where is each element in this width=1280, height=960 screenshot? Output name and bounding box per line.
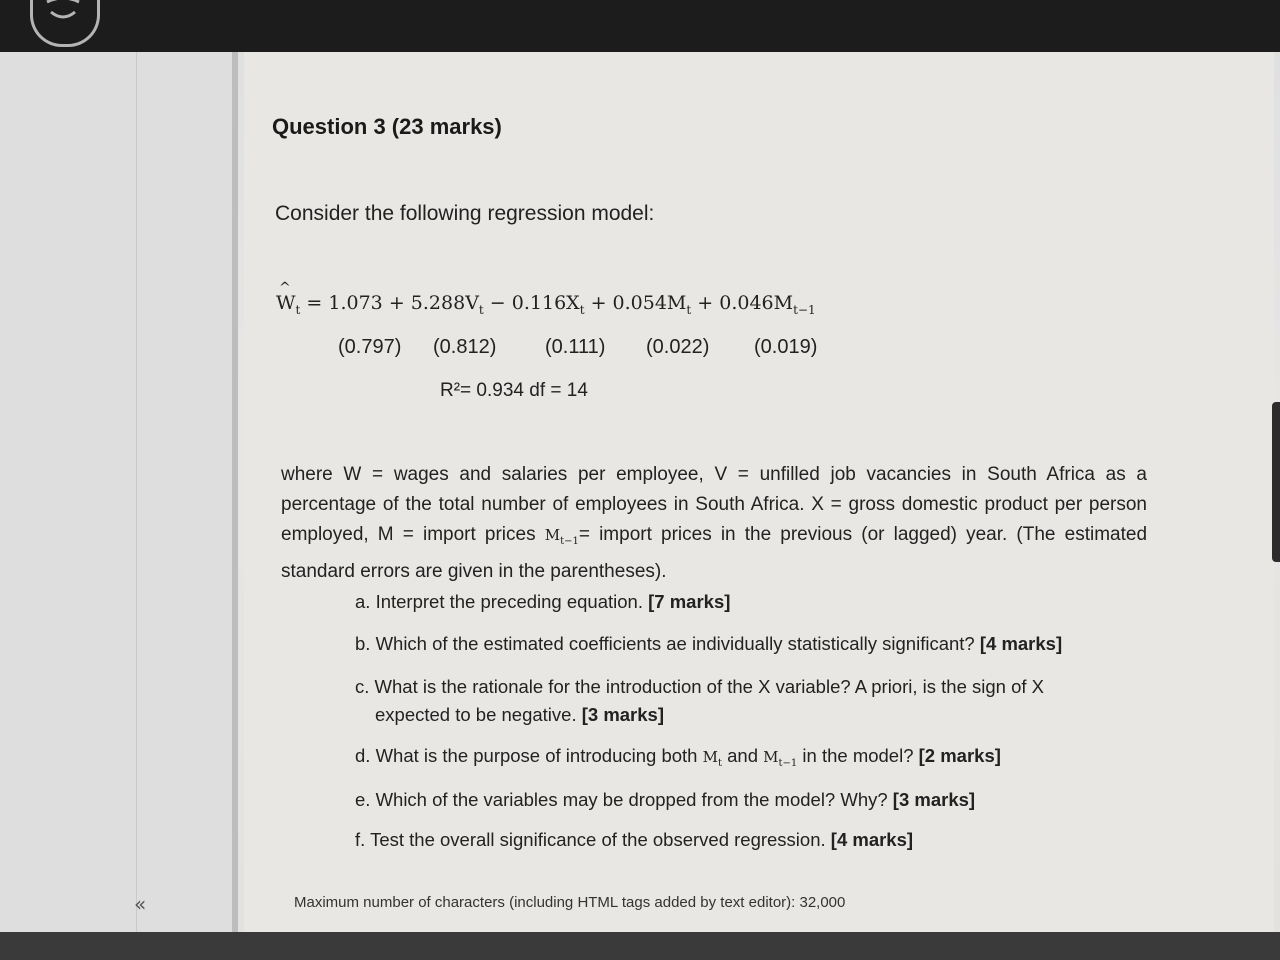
collapse-icon[interactable]: « (134, 892, 147, 916)
equation-x-term: $0.116X_t$ (511, 292, 585, 317)
panel-divider (136, 52, 137, 932)
question-item-e: e. Which of the variables may be dropped from the model? Why? [3 marks] (355, 789, 976, 810)
regression-stats: R²= 0.934 df = 14 (440, 380, 588, 401)
equation-v-term: $5.288V_t$ (410, 292, 484, 317)
se-m: (0.022) (646, 336, 710, 358)
question-item-c: c. What is the rationale for the introduction of the X variable? A priori, is the sign of X expected to be negative. [3 marks] (355, 676, 1044, 725)
regression-equation: ^ $W_t = 1.073 + 5.288V_t - 0.116X_t + 0.054M_t + 0.046M_{t-1}$ (276, 292, 816, 317)
se-mlag: (0.019) (754, 336, 818, 358)
question-intro: Consider the following regression model: (275, 202, 655, 225)
se-x: (0.111) (545, 336, 606, 358)
question-content (244, 52, 1274, 932)
question-item-a: a. Interpret the preceding equation. [7 marks] (355, 591, 731, 612)
question-item-f: f. Test the overall significance of the observed regression. [4 marks] (355, 829, 914, 850)
equation-mlag-term: $0.046M_{t-1}$ (719, 292, 816, 317)
question-item-d: d. What is the purpose of introducing both $M_t$ and $M_{t-1}$ in the model? [2 marks] (355, 745, 1001, 769)
se-constant: (0.797) (338, 336, 402, 358)
question-title: Question 3 (23 marks) (272, 114, 502, 139)
char-limit-note: Maximum number of characters (including HTML tags added by text editor): 32,000 (294, 894, 846, 911)
equation-lhs: ^ W (276, 292, 296, 314)
bottom-bezel (0, 932, 1280, 960)
left-panel (0, 52, 238, 932)
equation-constant: 1.073 (328, 292, 383, 314)
question-item-b: b. Which of the estimated coefficients ae individually statistically significant? [4 marks] (355, 633, 1063, 654)
se-v: (0.812) (433, 336, 497, 358)
university-logo-icon (30, 0, 100, 47)
variable-definitions: where W = wages and salaries per employee, V = unfilled job vacancies in South Africa as a percentage of the total number of employees in South Africa. X = gross domestic product per person employed, M = import prices $M_{t-1}=$ import prices in the previous (or lagged) year. (The estimated standard errors are given in the parentheses). (281, 464, 1148, 582)
screen-edge (1272, 402, 1280, 562)
equation-m-term: $0.054M_t$ (612, 292, 692, 317)
page (0, 52, 1280, 932)
